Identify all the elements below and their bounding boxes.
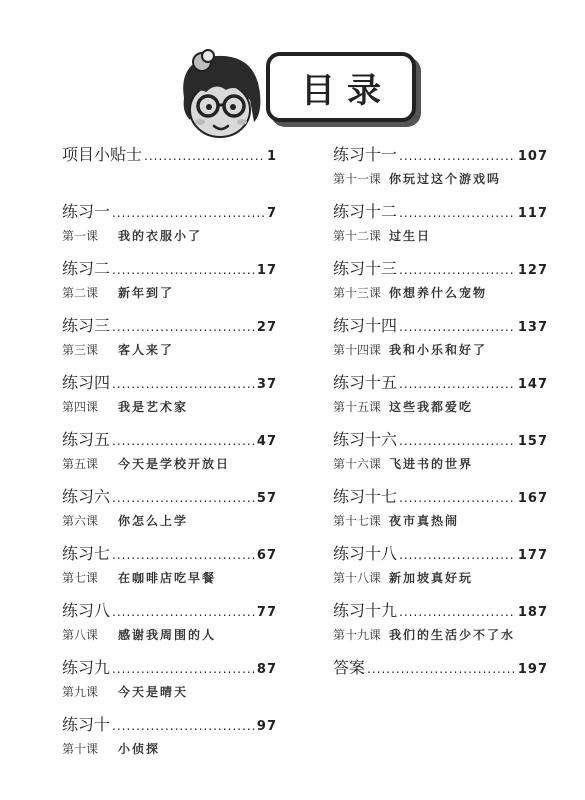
page-title: 目录 (301, 70, 393, 111)
lesson-line (333, 341, 548, 359)
dot-leader (144, 146, 265, 166)
page-number: 77 (256, 605, 277, 620)
page-number: 67 (256, 548, 277, 563)
lesson-topic: 夜市真热闹 (389, 514, 460, 528)
page-number: 117 (517, 206, 548, 221)
toc-row (333, 430, 548, 452)
lesson-topic: 客人来了 (118, 343, 175, 357)
dot-leader (112, 374, 255, 394)
exercise-name: 练习十五 (333, 373, 398, 392)
lesson-number: 第十二课 (333, 229, 382, 243)
toc-row (333, 316, 548, 338)
lesson-topic: 在咖啡店吃早餐 (118, 571, 217, 585)
lesson-line (62, 569, 277, 587)
dot-leader (112, 602, 255, 622)
toc-entry (62, 259, 277, 302)
lesson-line (333, 455, 548, 473)
exercise-name: 练习三 (62, 316, 111, 335)
exercise-name: 练习五 (62, 430, 111, 449)
dot-leader (399, 431, 516, 451)
dot-leader (112, 545, 255, 565)
toc-entry (62, 715, 277, 758)
page-number: 127 (517, 263, 548, 278)
lesson-line (62, 284, 277, 302)
lesson-number: 第六课 (62, 514, 99, 528)
page-number: 167 (517, 491, 548, 506)
exercise-name: 练习十四 (333, 316, 398, 335)
dot-leader (112, 317, 255, 337)
toc-entry (333, 658, 548, 680)
title-box (266, 52, 416, 122)
toc-row (62, 202, 277, 224)
toc-entry (62, 373, 277, 416)
lesson-topic: 今天是晴天 (118, 685, 189, 699)
toc-row (62, 316, 277, 338)
toc-entry (333, 259, 548, 302)
lesson-line (333, 512, 548, 530)
lesson-topic: 今天是学校开放日 (118, 457, 231, 471)
toc-entry (62, 145, 277, 167)
lesson-topic: 你想养什么宠物 (389, 286, 488, 300)
lesson-number: 第十七课 (333, 514, 382, 528)
dot-leader (399, 203, 516, 223)
lesson-topic: 新年到了 (118, 286, 175, 300)
lesson-number: 第十五课 (333, 400, 382, 414)
lesson-line (62, 683, 277, 701)
toc-row (333, 601, 548, 623)
exercise-name: 练习十六 (333, 430, 398, 449)
lesson-line (62, 227, 277, 245)
lesson-line (333, 170, 548, 188)
lesson-topic: 小侦探 (118, 742, 161, 756)
lesson-number: 第二课 (62, 286, 99, 300)
lesson-line (62, 341, 277, 359)
exercise-name: 答案 (333, 658, 366, 677)
toc-row (62, 430, 277, 452)
lesson-line (62, 626, 277, 644)
exercise-name: 练习十一 (333, 145, 398, 164)
page-number: 57 (256, 491, 277, 506)
lesson-number: 第一课 (62, 229, 99, 243)
lesson-topic: 我们的生活少不了水 (389, 628, 516, 642)
dot-leader (112, 488, 255, 508)
toc-entry (333, 316, 548, 359)
toc-entry (62, 316, 277, 359)
dot-leader (112, 203, 265, 223)
exercise-name: 练习七 (62, 544, 111, 563)
page-number: 147 (517, 377, 548, 392)
dot-leader (399, 146, 516, 166)
lesson-number: 第三课 (62, 343, 99, 357)
lesson-number: 第十一课 (333, 172, 382, 186)
toc-row (333, 544, 548, 566)
lesson-number: 第十六课 (333, 457, 382, 471)
lesson-line (62, 455, 277, 473)
lesson-line (333, 626, 548, 644)
page-number: 47 (256, 434, 277, 449)
lesson-topic: 你怎么上学 (118, 514, 189, 528)
dot-leader (112, 716, 255, 736)
exercise-name: 练习十八 (333, 544, 398, 563)
exercise-name: 练习九 (62, 658, 111, 677)
toc-header (170, 40, 420, 150)
dot-leader (399, 374, 516, 394)
lesson-line (62, 512, 277, 530)
page-number: 107 (517, 149, 548, 164)
toc-entry (333, 601, 548, 644)
exercise-name: 练习六 (62, 487, 111, 506)
exercise-name: 练习十二 (333, 202, 398, 221)
page-number: 197 (517, 662, 548, 677)
lesson-number: 第八课 (62, 628, 99, 642)
toc-row (62, 259, 277, 281)
lesson-line (333, 227, 548, 245)
exercise-name: 练习十九 (333, 601, 398, 620)
exercise-name: 练习一 (62, 202, 111, 221)
lesson-topic: 这些我都爱吃 (389, 400, 474, 414)
lesson-line (333, 569, 548, 587)
toc-row (62, 373, 277, 395)
lesson-number: 第十九课 (333, 628, 382, 642)
toc-entry (62, 658, 277, 701)
lesson-topic: 我是艺术家 (118, 400, 189, 414)
lesson-number: 第七课 (62, 571, 99, 585)
toc-row (62, 715, 277, 737)
exercise-name: 练习十三 (333, 259, 398, 278)
lesson-topic: 感谢我周围的人 (118, 628, 217, 642)
toc-row (62, 601, 277, 623)
dot-leader (399, 602, 516, 622)
toc-row (333, 373, 548, 395)
dot-leader (399, 317, 516, 337)
lesson-topic: 你玩过这个游戏吗 (389, 172, 502, 186)
toc-entry (62, 544, 277, 587)
lesson-topic: 飞进书的世界 (389, 457, 474, 471)
toc-entry (333, 487, 548, 530)
page-number: 37 (256, 377, 277, 392)
lesson-number: 第十三课 (333, 286, 382, 300)
toc-entry (62, 430, 277, 473)
page-number: 17 (256, 263, 277, 278)
dot-leader (399, 260, 516, 280)
page-number: 157 (517, 434, 548, 449)
girl-mascot-icon (170, 40, 270, 145)
exercise-name: 练习四 (62, 373, 111, 392)
page-number: 27 (256, 320, 277, 335)
lesson-line (333, 398, 548, 416)
page-number: 1 (266, 149, 277, 164)
lesson-topic: 我和小乐和好了 (389, 343, 488, 357)
lesson-line (62, 398, 277, 416)
lesson-number: 第九课 (62, 685, 99, 699)
exercise-name: 练习十 (62, 715, 111, 734)
toc-row (62, 145, 277, 167)
exercise-name: 练习十七 (333, 487, 398, 506)
toc-row (62, 544, 277, 566)
dot-leader (367, 659, 516, 679)
page-number: 97 (256, 719, 277, 734)
toc-entry (333, 544, 548, 587)
toc-row (333, 145, 548, 167)
toc-entry (62, 487, 277, 530)
page-number: 7 (266, 206, 277, 221)
lesson-number: 第五课 (62, 457, 99, 471)
exercise-name: 练习八 (62, 601, 111, 620)
toc-row (333, 487, 548, 509)
lesson-number: 第十课 (62, 742, 99, 756)
dot-leader (399, 545, 516, 565)
exercise-name: 项目小贴士 (62, 145, 143, 164)
lesson-number: 第十八课 (333, 571, 382, 585)
toc-row (333, 658, 548, 680)
lesson-number: 第十四课 (333, 343, 382, 357)
dot-leader (399, 488, 516, 508)
toc-row (62, 658, 277, 680)
toc-entry (333, 430, 548, 473)
lesson-topic: 我的衣服小了 (118, 229, 203, 243)
dot-leader (112, 431, 255, 451)
lesson-topic: 新加坡真好玩 (389, 571, 474, 585)
toc-row (62, 487, 277, 509)
toc-entry (62, 601, 277, 644)
page-number: 87 (256, 662, 277, 677)
toc-entry (62, 202, 277, 245)
lesson-topic: 过生日 (389, 229, 432, 243)
lesson-line (333, 284, 548, 302)
toc-entry (333, 145, 548, 188)
dot-leader (112, 260, 255, 280)
toc-entry (333, 202, 548, 245)
toc-entry (333, 373, 548, 416)
toc-row (333, 259, 548, 281)
page-number: 177 (517, 548, 548, 563)
exercise-name: 练习二 (62, 259, 111, 278)
toc-row (333, 202, 548, 224)
page-number: 137 (517, 320, 548, 335)
lesson-number: 第四课 (62, 400, 99, 414)
dot-leader (112, 659, 255, 679)
lesson-line (62, 740, 277, 758)
page-number: 187 (517, 605, 548, 620)
